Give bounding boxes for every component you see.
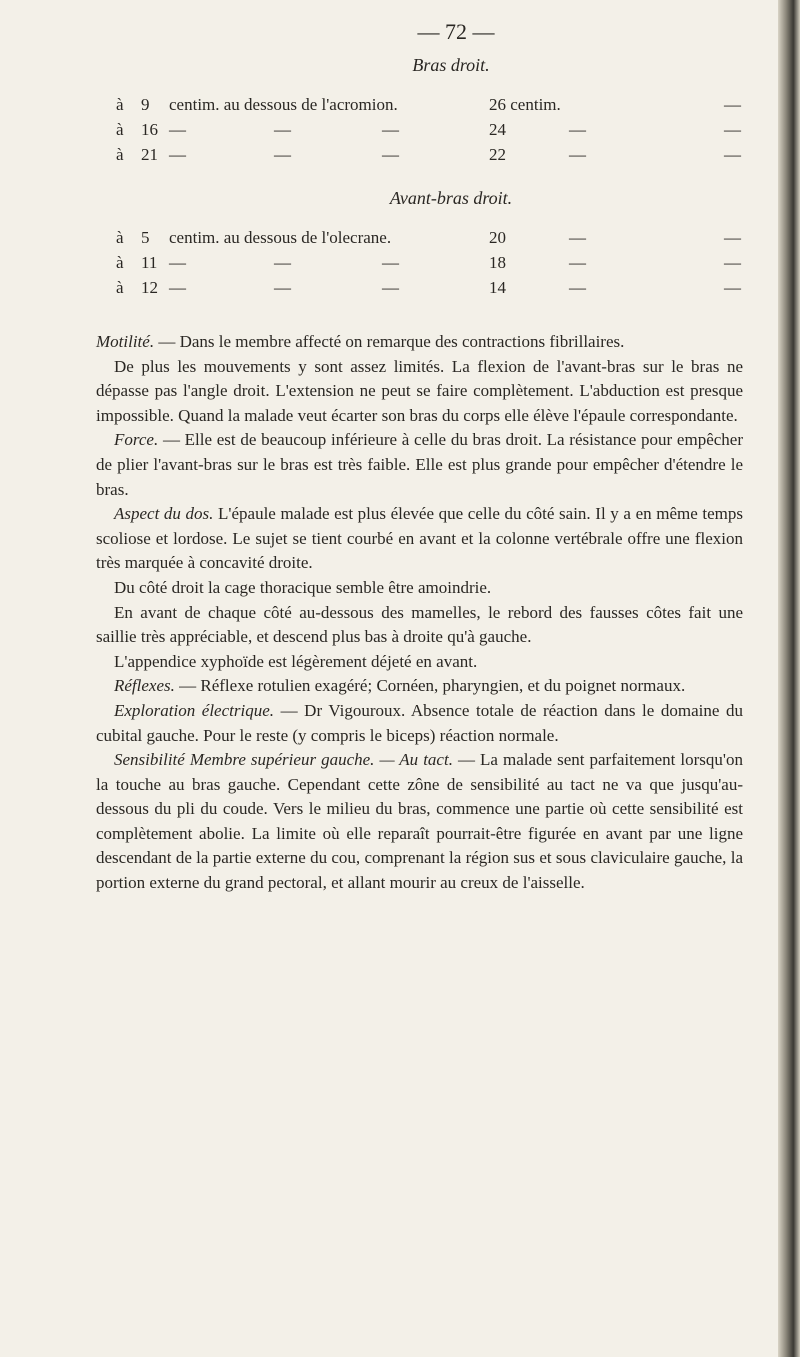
row-number: 9 <box>141 95 150 114</box>
measure-row <box>116 142 741 167</box>
row-dash: — <box>382 278 399 297</box>
row-value: 26 centim. <box>489 95 561 114</box>
measure-row <box>116 250 741 275</box>
row-prefix: à <box>116 253 124 272</box>
row-dash: — <box>274 253 291 272</box>
row-value: 22 <box>489 145 506 164</box>
row-dash: — <box>169 145 186 164</box>
row-value: 18 <box>489 253 506 272</box>
row-dash: — <box>569 228 586 247</box>
paragraph-text: — Dr Vigouroux. Absence totale de réaction dans le domaine du cubital gauche. Pour le reste (y compris le biceps) réaction normale. <box>96 700 743 745</box>
paragraph-force <box>96 428 743 502</box>
section-title-avant-bras-droit: Avant-bras droit. <box>389 188 513 208</box>
paragraph-mouvements <box>96 355 743 429</box>
paragraph-text: Du côté droit la cage thoracique semble être amoindrie. <box>114 577 492 597</box>
row-dash: — <box>569 253 586 272</box>
row-prefix: à <box>116 120 124 139</box>
paragraph-appendice <box>96 650 743 675</box>
paragraph-exploration <box>96 699 743 748</box>
row-dash: — <box>724 145 741 164</box>
row-description: centim. au dessous de l'olecrane. <box>169 228 392 247</box>
row-description: centim. au dessous de l'acromion. <box>169 95 398 114</box>
measure-row <box>116 117 741 142</box>
row-dash: — <box>724 120 741 139</box>
paragraph-cage-thoracique <box>96 576 743 601</box>
paragraph-text: En avant de chaque côté au-dessous des mamelles, le rebord des fausses côtes fait une saillie très appréciable, et descend plus bas à droite qu'à gauche. <box>96 602 743 647</box>
row-number: 12 <box>141 278 158 297</box>
measure-row <box>116 275 741 300</box>
row-dash: — <box>169 120 186 139</box>
row-dash: — <box>569 278 586 297</box>
paragraph-label: Réflexes. <box>114 676 175 696</box>
paragraph-text: — Dans le membre affecté on remarque des contractions fibrillaires. <box>154 332 625 351</box>
paragraph-text: De plus les mouvements y sont assez limités. La flexion de l'avant-bras sur le bras ne dépasse pas l'angle droit. L'extension ne peut se faire complètement. L'abduction est presque impossible. Quand la malade veut écarter son bras du corps elle élève l'épaule correspondante. <box>96 356 743 425</box>
paragraph-label: Exploration électrique. <box>114 700 275 720</box>
paragraph-reflexes <box>96 674 743 699</box>
row-prefix: à <box>116 95 124 114</box>
paragraph-label: Force. <box>114 430 159 450</box>
row-value: 24 <box>489 120 506 139</box>
paragraph-aspect-du-dos <box>96 502 743 576</box>
section-title-bras-droit: Bras droit. <box>412 55 490 75</box>
row-dash: — <box>724 95 741 114</box>
row-prefix: à <box>116 145 124 164</box>
measure-row <box>116 225 741 250</box>
row-dash: — <box>724 228 741 247</box>
row-dash: — <box>382 120 399 139</box>
row-value: 14 <box>489 278 506 297</box>
measurements-avant-bras-droit <box>116 225 741 300</box>
paragraph-fausses-cotes <box>96 601 743 650</box>
row-dash: — <box>382 145 399 164</box>
paragraph-text: L'épaule malade est plus élevée que celle du côté sain. Il y a en même temps scoliose et lordose. Le sujet se tient courbé en avant et la colonne vertébrale offre une flexion très marquée à concavité droite. <box>96 504 743 573</box>
row-number: 5 <box>141 228 150 247</box>
row-dash: — <box>724 253 741 272</box>
row-dash: — <box>169 278 186 297</box>
paragraph-text: — Réflexe rotulien exagéré; Cornéen, pharyngien, et du poignet normaux. <box>174 676 686 696</box>
paragraph-text: — Elle est de beaucoup inférieure à celle du bras droit. La résistance pour empêcher de plier l'avant-bras sur le bras est très faible. Elle est plus grande pour empêcher d'étendre le bras. <box>96 430 743 499</box>
paragraph-text: — La malade sent parfaitement lorsqu'on la touche au bras gauche. Cependant cette zône de sensibilité au tact ne va que jusqu'au-dessous du pli du coude. Vers le milieu du bras, commence une partie où cette sensibilité est complètement abolie. La limite où elle reparaît pourrait-être figurée en avant par une ligne descendant de la partie externe du cou, comprenant la région sus et sous claviculaire gauche, la portion externe du grand pectoral, et allant mourir au creux de l'aisselle. <box>96 750 743 893</box>
row-dash: — <box>274 120 291 139</box>
body-text <box>96 330 743 896</box>
row-prefix: à <box>116 228 124 247</box>
row-number: 21 <box>141 145 158 164</box>
paragraph-sensibilite <box>96 748 743 896</box>
measurements-bras-droit <box>116 92 741 167</box>
row-dash: — <box>382 253 399 272</box>
row-dash: — <box>724 278 741 297</box>
row-dash: — <box>274 278 291 297</box>
paragraph-label: Sensibilité Membre supérieur gauche. — Au tact. <box>114 750 453 770</box>
page-number: — 72 — <box>417 19 495 44</box>
row-number: 11 <box>141 253 158 272</box>
page-edge-shadow <box>778 0 800 1357</box>
paragraph-motilite <box>96 330 743 355</box>
paragraph-label: Aspect du dos. <box>114 504 214 524</box>
book-page <box>96 14 776 896</box>
row-dash: — <box>169 253 186 272</box>
paragraph-text: L'appendice xyphoïde est légèrement déjeté en avant. <box>114 651 478 671</box>
row-dash: — <box>569 120 586 139</box>
row-value: 20 <box>489 228 506 247</box>
row-prefix: à <box>116 278 124 297</box>
row-dash: — <box>569 145 586 164</box>
row-dash: — <box>274 145 291 164</box>
paragraph-label: Motilité. <box>96 332 155 351</box>
measure-row <box>116 92 741 117</box>
row-number: 16 <box>141 120 158 139</box>
